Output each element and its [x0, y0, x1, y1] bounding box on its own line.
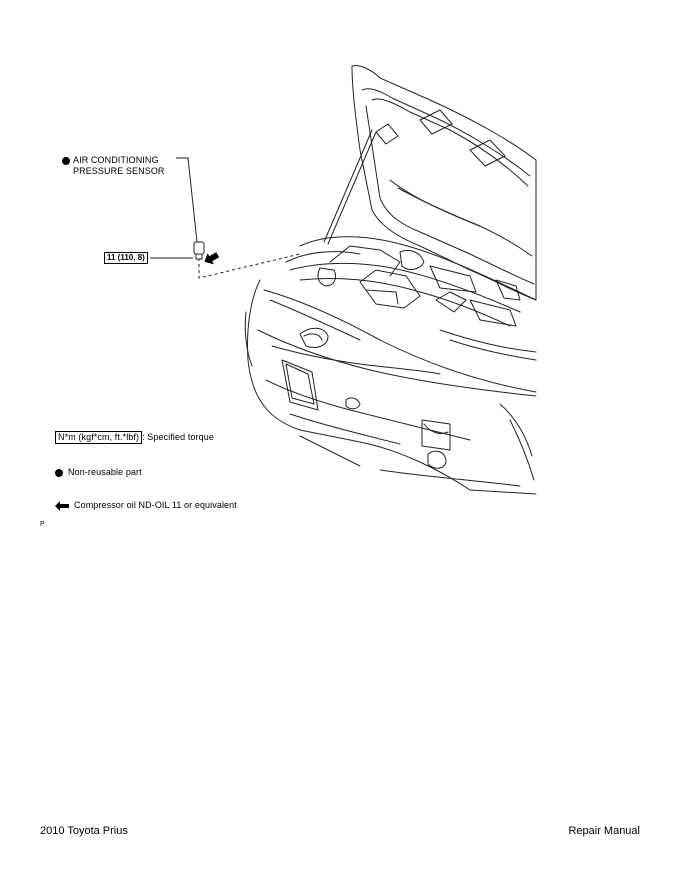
legend-torque-box: N*m (kgf*cm, ft.*lbf)	[55, 431, 142, 444]
sensor-label-line1: AIR CONDITIONING	[73, 155, 159, 165]
legend-compressor-oil	[55, 500, 237, 511]
oil-arrow-icon	[202, 250, 220, 267]
non-reusable-dot-icon	[62, 157, 70, 165]
legend-torque-text: : Specified torque	[142, 432, 214, 442]
sensor-callout	[62, 155, 165, 177]
non-reusable-dot-icon	[55, 469, 63, 477]
oil-arrow-icon	[55, 501, 69, 511]
legend-non-reusable-text: Non-reusable part	[68, 467, 142, 477]
legend-compressor-oil-text: Compressor oil ND-OIL 11 or equivalent	[74, 500, 237, 510]
legend-non-reusable	[55, 467, 142, 478]
footer-left: 2010 Toyota Prius	[40, 825, 128, 837]
legend-torque	[55, 431, 214, 444]
torque-spec-box: 11 (110, 8)	[104, 252, 148, 264]
footer-right: Repair Manual	[568, 825, 640, 837]
sensor-label-line2: PRESSURE SENSOR	[73, 166, 165, 176]
figure-code: P	[40, 521, 45, 528]
